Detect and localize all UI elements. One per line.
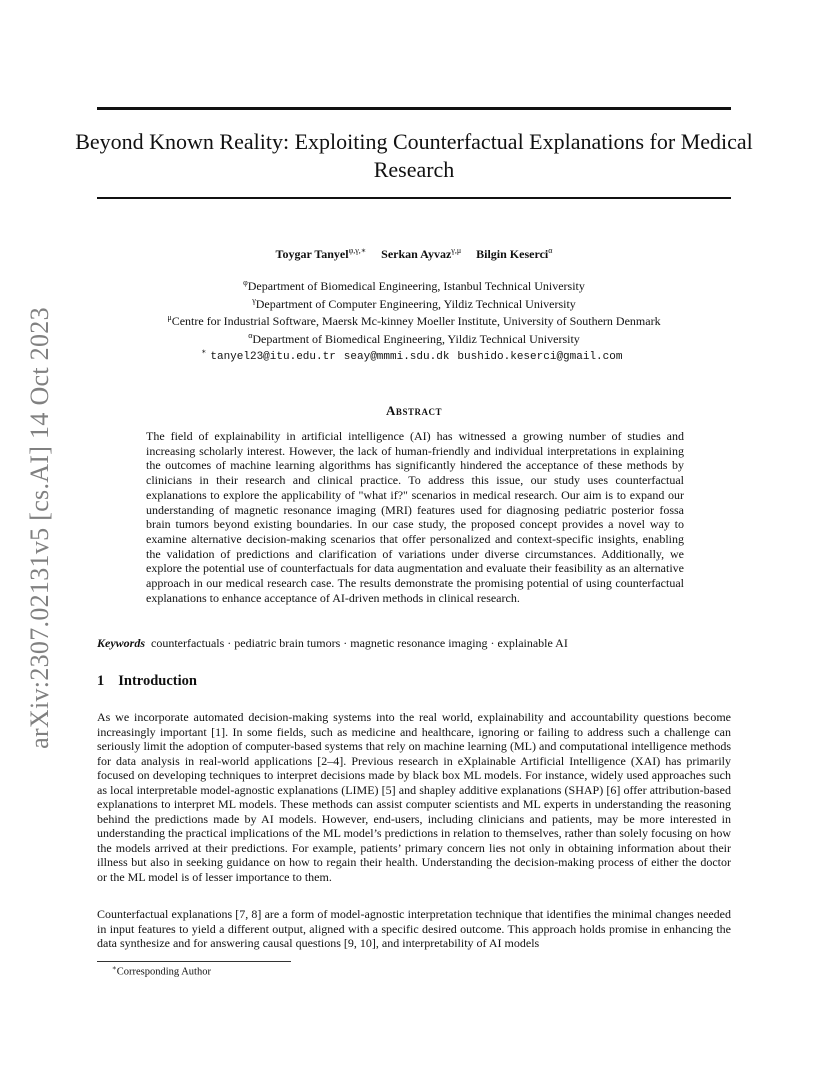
- author: Bilgin Keserci$^\alpha$: [476, 246, 553, 261]
- email-link[interactable]: seay@mmmi.sdu.dk: [343, 350, 450, 363]
- email-link[interactable]: tanyel23@itu.edu.tr: [210, 350, 336, 363]
- paper-title: Beyond Known Reality: Exploiting Counterfactual Explanations for Medical Research: [75, 129, 753, 182]
- body-paragraph: Counterfactual explanations [7, 8] are a form of model-agnostic interpretation technique that identifies the minimal changes needed in input features to yield a different output, aligned with a specific desired outcome. This approach holds promise in enhancing the data synthesize and for answering causal questions [9, 10], and interpretability of AI models: [97, 907, 731, 950]
- affiliation: $^\varphi$Department of Biomedical Engineering, Istanbul Technical University: [243, 278, 585, 293]
- footnote: ∗Corresponding Author: [112, 964, 211, 978]
- footnote-rule: [97, 961, 291, 962]
- author: Toygar Tanyel$^{\varphi,\gamma,∗}$: [275, 246, 367, 261]
- abstract-text: The field of explainability in artificial intelligence (AI) has witnessed a growing number of studies and increasing scholarly interest. However, the lack of human-friendly and individual interpretations in explaining the outcomes of machine learning algorithms has significantly hindered the acceptance of these methods by clinicians in their research and clinical practice. To address this issue, our study uses counterfactual explanations to explore the applicability of "what if?" scenarios in medical research. Our aim is to expand our understanding of magnetic resonance imaging (MRI) features used for diagnosing pediatric posterior fossa brain tumors beyond existing boundaries. In our case study, the proposed concept provides a novel way to examine alternative decision-making scenarios that offer personalized and context-specific insights, enabling the validation of predictions and clarification of variations under diverse circumstances. Additionally, we explore the potential use of counterfactuals for data augmentation and evaluate their feasibility as an alternative approach in our medical research case. The results demonstrate the promising potential of using counterfactual explanations to enhance acceptance of AI-driven methods in clinical research.: [146, 429, 684, 605]
- affiliation: $^\alpha$Department of Biomedical Engineering, Yildiz Technical University: [248, 330, 580, 346]
- keywords: [97, 636, 731, 651]
- keywords-label: Keywords: [97, 636, 145, 650]
- affiliation-list: [97, 276, 731, 364]
- section-number: 1: [97, 673, 105, 689]
- email-link[interactable]: bushido.keserci@gmail.com: [457, 350, 623, 363]
- author-list: [97, 246, 731, 262]
- keywords-text: counterfactuals · pediatric brain tumors · magnetic resonance imaging · explainable AI: [151, 636, 568, 650]
- arxiv-identifier-text: arXiv:2307.02131v5 [cs.AI] 14 Oct 2023: [25, 307, 54, 749]
- author: Serkan Ayvaz$^{\gamma,\mu}$: [381, 246, 462, 261]
- body-paragraph: As we incorporate automated decision-making systems into the real world, explainability and accountability questions become increasingly important [1]. In some fields, such as medicine and healthcare, ignoring or failing to address such a challenge can seriously limit the adoption of computer-based systems that rely on machine learning (ML) and computational intelligence methods for data analysis in real-world applications [2–4]. Previous research in eXplainable Artificial Intelligence (XAI) has primarily focused on developing techniques to interpret decisions made by black box ML models. For instance, widely used approaches such as local interpretable model-agnostic explanations (LIME) [5] and shapley additive explanations (SHAP) [6] offer attribution-based explanations to interpret ML models. These methods can assist computer scientists and ML experts in understanding the reasoning behind the predictions made by AI models. However, end-users, including clinicians and patients, may be more interested in understanding the practical implications of the ML model’s predictions in relation to themselves, rather than solely focusing on how the models arrived at their predictions. For example, patients’ primary concern lies not only in obtaining information about their illness but also in seeking guidance on how to regain their health. Understanding the decision-making process of either the doctor or the ML model is of lesser importance to them.: [97, 710, 731, 884]
- affiliation: $^\gamma$Department of Computer Engineering, Yildiz Technical University: [252, 295, 576, 311]
- title-bottom-rule: [97, 197, 731, 199]
- section-title: Introduction: [118, 673, 197, 689]
- section-heading: [97, 673, 197, 690]
- abstract-heading: Abstract: [386, 403, 442, 418]
- email-list: ∗ tanyel23@itu.edu.tr seay@mmmi.sdu.dk bushido.keserci@gmail.com: [201, 348, 623, 363]
- title-top-rule: [97, 107, 731, 110]
- affiliation: $^\mu$Centre for Industrial Software, Maersk Mc-kinney Moeller Institute, University of Southern Denmark: [167, 313, 661, 328]
